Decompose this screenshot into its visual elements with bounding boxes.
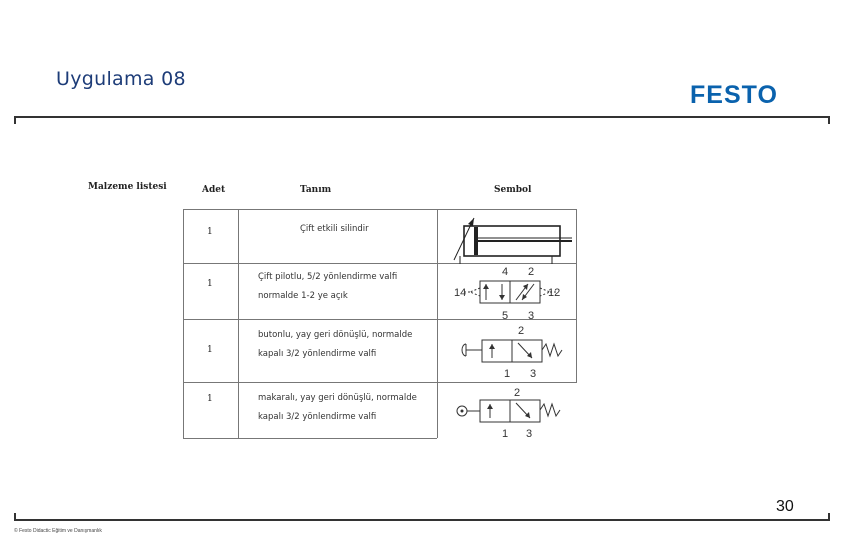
valve-5-2-double-pilot-symbol (438, 262, 576, 322)
row-1-desc-line-1: Çift etkili silindir (300, 224, 369, 234)
row-3-desc (258, 326, 412, 364)
row-1-qty: 1 (207, 227, 213, 237)
port-4-label: 4 (502, 266, 509, 278)
footer-rule-right-tick (828, 513, 830, 521)
port-5-label: 5 (502, 310, 509, 322)
header-symbol: Sembol (494, 185, 532, 195)
port-3-label: 3 (528, 310, 535, 322)
header-rule-left-tick (14, 116, 16, 124)
valve-3-2-roller-symbol (438, 383, 576, 439)
double-acting-cylinder-symbol (438, 210, 576, 264)
port-2-label: 2 (514, 387, 521, 399)
row-3-desc-line-1: butonlu, yay geri dönüşlü, normalde (258, 330, 413, 340)
festo-logo-text: FESTO (690, 82, 778, 106)
row-1-desc (300, 220, 369, 239)
port-3-label: 3 (526, 428, 533, 439)
copyright: © Festo Didactic Eğitim ve Danışmanlık (14, 528, 102, 534)
row-4-desc (258, 389, 417, 427)
material-list-label: Malzeme listesi (88, 182, 167, 192)
row-4-qty: 1 (207, 394, 213, 404)
port-12-label: 12 (548, 287, 561, 299)
port-2-label: 2 (528, 266, 535, 278)
row-4-desc-line-1: makaralı, yay geri dönüşlü, normalde (258, 393, 417, 403)
port-1-label: 1 (502, 428, 509, 439)
slide-title: Uygulama 08 (56, 68, 186, 90)
row-2-qty: 1 (207, 279, 213, 289)
row-3-desc-line-2: kapalı 3/2 yönlendirme valfi (258, 349, 377, 359)
port-3-label: 3 (530, 368, 537, 380)
footer-rule-left-tick (14, 513, 16, 521)
festo-logo (690, 82, 812, 106)
footer-rule (14, 519, 830, 521)
header-qty: Adet (202, 185, 226, 195)
port-2-label: 2 (518, 325, 525, 337)
row-2-desc-line-2: normalde 1-2 ye açık (258, 291, 348, 301)
header-description: Tanım (300, 185, 332, 195)
row-2-desc (258, 268, 397, 306)
row-2-desc-line-1: Çift pilotlu, 5/2 yönlendirme valfi (258, 272, 398, 282)
valve-3-2-pushbutton-symbol (438, 320, 576, 382)
page-number: 30 (776, 498, 794, 515)
row-4-desc-line-2: kapalı 3/2 yönlendirme valfi (258, 412, 377, 422)
port-14-label: 14 (454, 287, 467, 299)
row-3-qty: 1 (207, 345, 213, 355)
port-1-label: 1 (504, 368, 511, 380)
header-rule-right-tick (828, 116, 830, 124)
header-rule (14, 116, 830, 118)
